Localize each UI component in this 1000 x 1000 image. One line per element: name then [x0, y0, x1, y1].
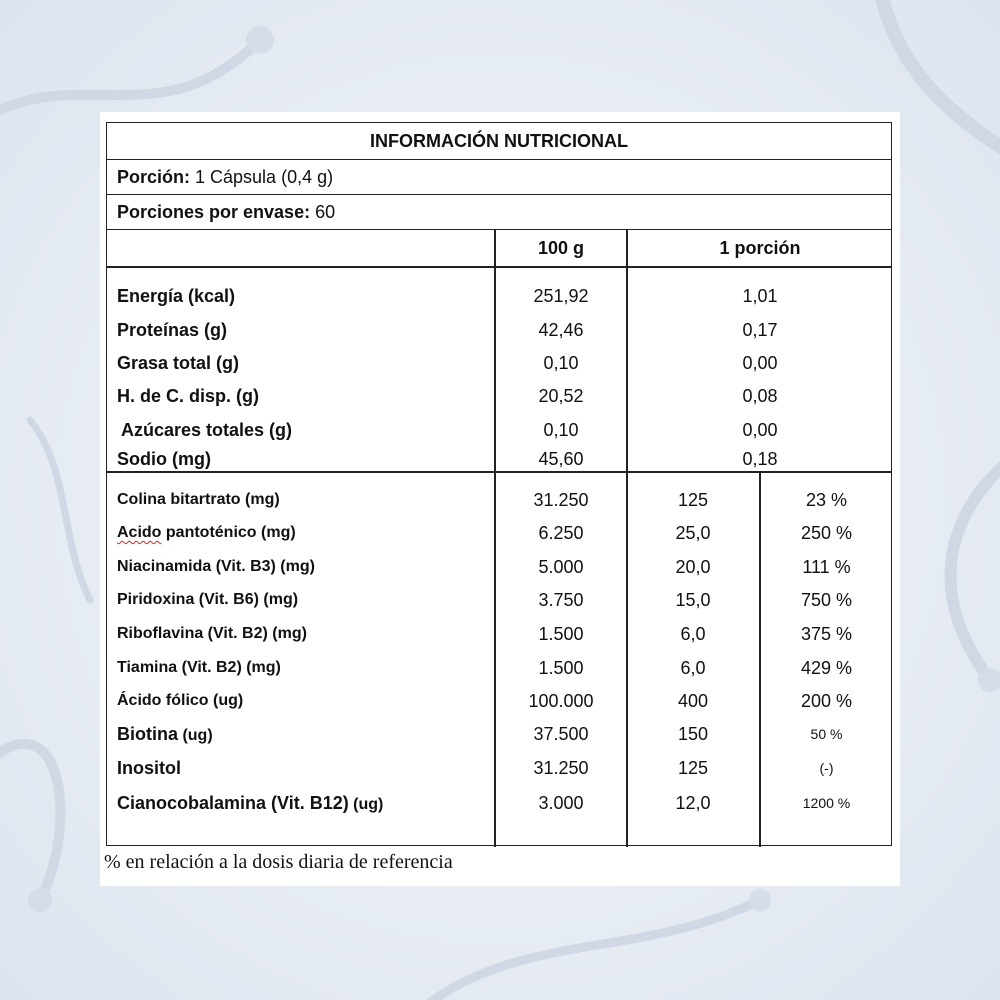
macro-label: Sodio (mg): [117, 449, 211, 469]
nutrient-value-portion: 125: [677, 758, 709, 778]
nutrient-label-part: (ug): [348, 796, 384, 813]
column-header-portion: 1 porción: [719, 238, 801, 258]
divider: [107, 266, 891, 268]
nutrient-label-part: Biotina: [117, 724, 178, 744]
nutrient-label: [117, 517, 296, 549]
nutrient-label: Colina bitartrato (mg): [117, 491, 280, 508]
servings-per-container-row: [107, 195, 891, 230]
nutrient-daily-percent: 1200 %: [802, 795, 851, 811]
nutrient-value-portion: 6,0: [680, 658, 706, 678]
nutrient-value-portion: 400: [677, 691, 709, 711]
nutrient-label-part: pantoténico (mg): [161, 524, 296, 541]
macro-value-portion: 1,01: [742, 286, 778, 306]
nutrient-value-100g: 100.000: [528, 691, 594, 711]
macro-value-100g: 42,46: [538, 320, 584, 340]
nutrient-value-portion: 125: [677, 490, 709, 510]
servings-per-container-label: Porciones por envase:: [117, 202, 311, 222]
nutrient-value-portion: 15,0: [675, 590, 711, 610]
nutrient-value-100g: 3.750: [538, 590, 584, 610]
servings-per-container-value: 60: [310, 202, 336, 222]
serving-size-value: 1 Cápsula (0,4 g): [190, 167, 334, 187]
nutrient-daily-percent: 50 %: [810, 726, 843, 742]
nutrient-daily-percent: 375 %: [800, 624, 853, 644]
nutrient-label: Tiamina (Vit. B2) (mg): [117, 659, 281, 676]
nutrient-label-part: (ug): [178, 727, 213, 744]
nutrient-value-portion: 150: [677, 724, 709, 744]
column-header-100g: 100 g: [537, 238, 585, 258]
macro-value-100g: 20,52: [538, 386, 584, 406]
nutrient-value-portion: 12,0: [675, 793, 711, 813]
macro-value-portion: 0,00: [742, 420, 778, 440]
nutrient-daily-percent: 250 %: [800, 523, 853, 543]
macro-value-portion: 0,18: [742, 449, 778, 469]
nutrient-value-100g: 1.500: [538, 658, 584, 678]
macro-value-100g: 45,60: [538, 449, 584, 469]
footnote: % en relación a la dosis diaria de referencia: [104, 851, 453, 873]
nutrient-label: Niacinamida (Vit. B3) (mg): [117, 558, 315, 575]
nutrient-daily-percent: 200 %: [800, 691, 853, 711]
nutrient-value-100g: 6.250: [538, 523, 584, 543]
nutrient-daily-percent: 23 %: [805, 490, 848, 510]
macro-label: Grasa total (g): [117, 353, 240, 373]
nutrient-label: Inositol: [117, 758, 181, 778]
nutrient-label: Riboflavina (Vit. B2) (mg): [117, 625, 307, 642]
nutrient-label-part: Acido: [117, 524, 162, 541]
nutrient-value-portion: 25,0: [675, 523, 711, 543]
divider: [107, 471, 891, 473]
macro-label: Azúcares totales (g): [121, 420, 293, 440]
macro-value-100g: 0,10: [543, 420, 579, 440]
macro-value-portion: 0,08: [742, 386, 778, 406]
nutrient-value-100g: 37.500: [533, 724, 589, 744]
nutrient-value-100g: 1.500: [538, 624, 584, 644]
nutrient-label: [117, 787, 383, 819]
nutrient-value-100g: 31.250: [533, 490, 589, 510]
nutrient-label: Piridoxina (Vit. B6) (mg): [117, 591, 299, 608]
macro-value-portion: 0,00: [742, 353, 778, 373]
nutrient-daily-percent: 111 %: [802, 557, 851, 577]
macro-value-100g: 0,10: [543, 353, 579, 373]
macro-value-100g: 251,92: [533, 286, 589, 306]
macro-label: Energía (kcal): [117, 286, 236, 306]
serving-size-label: Porción:: [117, 167, 191, 187]
nutrient-daily-percent: (-): [819, 760, 834, 776]
macro-value-portion: 0,17: [742, 320, 778, 340]
nutrient-label: Ácido fólico (ug): [117, 692, 244, 709]
nutrient-label-part: Cianocobalamina (Vit. B12): [117, 793, 349, 813]
nutrition-panel: [100, 112, 900, 886]
serving-size-row: [107, 160, 891, 195]
table-title: INFORMACIÓN NUTRICIONAL: [107, 123, 891, 160]
nutrient-value-100g: 5.000: [538, 557, 584, 577]
nutrient-label: [117, 718, 213, 750]
nutrient-value-portion: 20,0: [675, 557, 711, 577]
macro-label: H. de C. disp. (g): [117, 386, 259, 406]
nutrient-value-100g: 31.250: [533, 758, 589, 778]
nutrient-value-portion: 6,0: [680, 624, 706, 644]
nutrient-daily-percent: 750 %: [800, 590, 853, 610]
nutrient-value-100g: 3.000: [538, 793, 584, 813]
nutrition-table: [106, 122, 892, 846]
macro-label: Proteínas (g): [117, 320, 228, 340]
nutrient-daily-percent: 429 %: [800, 658, 853, 678]
